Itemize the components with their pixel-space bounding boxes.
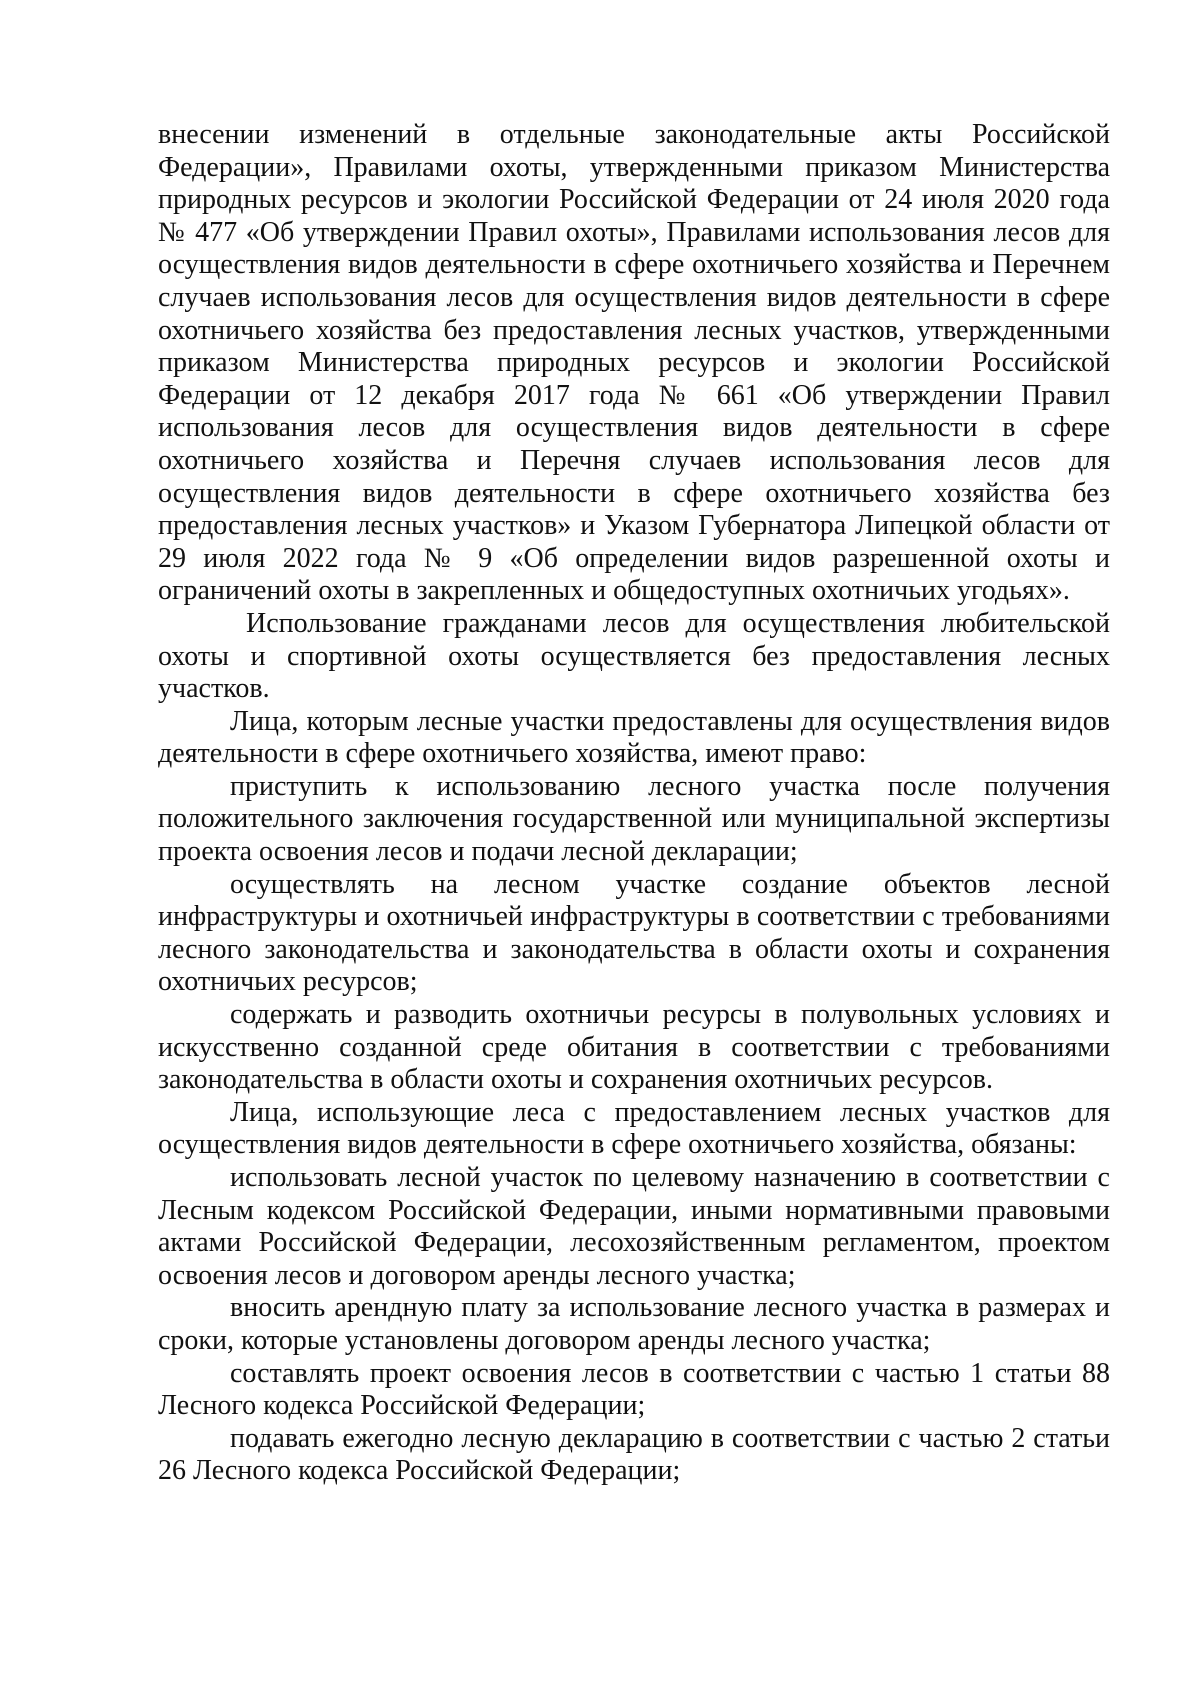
paragraph-duty-project: составлять проект освоения лесов в соответствии с частью 1 статьи 88 Лесного кодекса Российской Федерации; bbox=[158, 1357, 1110, 1422]
paragraph-duty-purpose: использовать лесной участок по целевому назначению в соответствии с Лесным кодексом Российской Федерации, иными нормативными правовыми актами Российской Федерации, лесохозяйственным регламентом, проектом освоения лесов и договором аренды лесного участка; bbox=[158, 1162, 1110, 1291]
paragraph-duty-rent: вносить арендную плату за использование лесного участка в размерах и сроки, которые установлены договором аренды лесного участка; bbox=[158, 1292, 1110, 1356]
paragraph-continuation: внесении изменений в отдельные законодательные акты Российской Федерации», Правилами охоты, утвержденными приказом Министерства природных ресурсов и экологии Российской Федерации от 24 июля 2020 года № 477 «Об утверждении Правил охоты», Правилами использования лесов для осуществления видов деятельности в сфере охотничьего хозяйства и Перечнем случаев использования лесов для осуществления видов деятельности в сфере охотничьего хозяйства без предоставления лесных участков, утвержденными приказом Министерства природных ресурсов и экологии Российской Федерации от 12 декабря 2017 года № 661 «Об утверждении Правил использования лесов для осуществления видов деятельности в сфере охотничьего хозяйства и Перечня случаев использования лесов для осуществления видов деятельности в сфере охотничьего хозяйства без предоставления лесных участков» и Указом Губернатора Липецкой области от 29 июля 2022 года № 9 «Об определении видов разрешенной охоты и ограничений охоты в закрепленных и общедоступных охотничьих угодьях». bbox=[158, 119, 1110, 607]
document-body bbox=[158, 119, 1110, 1488]
paragraph-right-start-use: приступить к использованию лесного участка после получения положительного заключения государственной или муниципальной экспертизы проекта освоения лесов и подачи лесной декларации; bbox=[158, 770, 1110, 868]
paragraph-duty-declaration: подавать ежегодно лесную декларацию в соответствии с частью 2 статьи 26 Лесного кодекса Российской Федерации; bbox=[158, 1422, 1110, 1487]
paragraph-right-infrastructure: осуществлять на лесном участке создание объектов лесной инфраструктуры и охотничьей инфраструктуры в соответствии с требованиями лесного законодательства и законодательства в области охоты и сохранения охотничьих ресурсов; bbox=[158, 868, 1110, 998]
paragraph-rights-intro: Лица, которым лесные участки предоставлены для осуществления видов деятельности в сфере охотничьего хозяйства, имеют право: bbox=[158, 705, 1110, 770]
paragraph-forest-use-citizens: Использование гражданами лесов для осуществления любительской охоты и спортивной охоты осуществляется без предоставления лесных участков. bbox=[158, 607, 1110, 705]
paragraph-right-breeding: содержать и разводить охотничьи ресурсы в полувольных условиях и искусственно созданной среде обитания в соответствии с требованиями законодательства в области охоты и сохранения охотничьих ресурсов. bbox=[158, 999, 1110, 1096]
paragraph-duties-intro: Лица, использующие леса с предоставлением лесных участков для осуществления видов деятельности в сфере охотничьего хозяйства, обязаны: bbox=[158, 1096, 1110, 1161]
